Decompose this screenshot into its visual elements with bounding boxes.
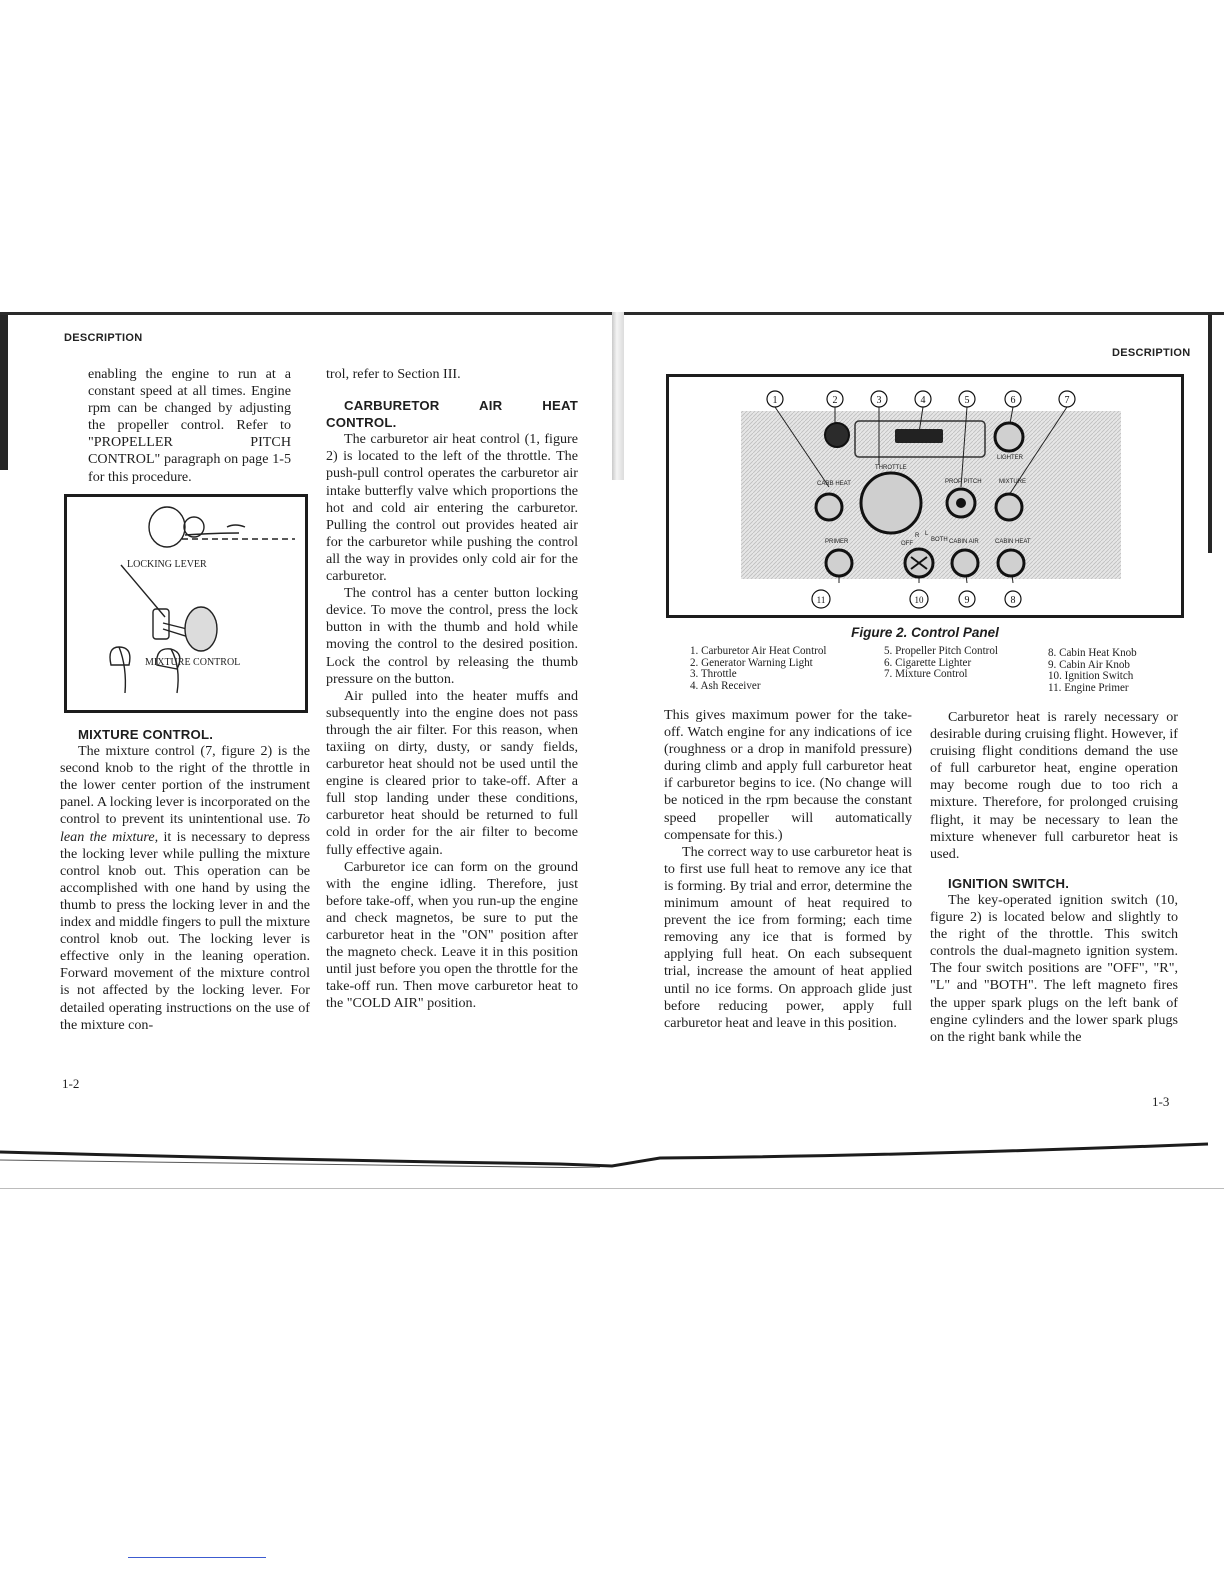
paragraph: The carburetor air heat control (1, figure 2) is located to the left of the throttle. The push-pull control operates the carburetor air intake butterfly valve which proportions the hot and cold air entering the carburetor. Pulling the control out provides heated air for the carburetor while pushing the control all the way in provides only cold air for the carburetor. — [326, 431, 578, 585]
section-heading: IGNITION SWITCH. — [948, 875, 1070, 891]
locking-lever-label: LOCKING LEVER — [127, 559, 207, 570]
page-number-right: 1-3 — [1152, 1094, 1170, 1109]
svg-text:5: 5 — [964, 395, 970, 406]
right-column-1 — [664, 707, 912, 1032]
mixture-label: MIXTURE — [999, 479, 1026, 485]
svg-text:2: 2 — [832, 395, 838, 406]
paragraph: Carburetor heat is rarely necessary or desirable during cruising flight. However, if cruising flight conditions demand the use of full carburetor heat, engine operation may become rough due to too rich a mixture. Therefore, for prolonged cruising flight, it may be necessary to lean the mixture whenever full carburetor heat is used. — [930, 709, 1178, 862]
paragraph: The correct way to use carburetor heat is to first use full heat to remove any ice that is forming. By trial and error, determine the minimum amount of heat required to prevent the ice from forming; each time removing any ice that is formed by applying full heat. On each subsequent trial, increase the amount of heat applied until no ice forms. On approach glide just before reducing power, apply full carburetor heat and leave in this position. — [664, 843, 912, 1031]
text-span: The mixture control (7, figure 2) is the second knob to the right of the throttle in the lower center portion of the instrument panel. A locking lever is incorporated on the control to prevent its unintentional use. — [60, 743, 310, 828]
callout-9 — [959, 591, 975, 607]
paragraph: Carburetor ice can form on the ground with the engine idling. Therefore, just before take-off, when you run-up the engine and check magnetos, be sure to put the carburetor heat in the "ON" position after the magneto check. Leave it in this position until just before you open the throttle for the take-off run. Then move carburetor heat to the "COLD AIR" position. — [326, 858, 578, 1012]
center-gutter — [612, 312, 624, 480]
legend-item: 11. Engine Primer — [1048, 681, 1129, 694]
ignition-r-label: R — [915, 533, 920, 539]
callout-4 — [915, 391, 931, 407]
callout-8 — [1005, 591, 1021, 607]
throttle-knob — [861, 473, 921, 533]
callout-7 — [1059, 391, 1075, 407]
stray-underline — [128, 1557, 266, 1558]
primer-knob — [826, 550, 852, 576]
legend-item: 8. Cabin Heat Knob — [1048, 647, 1137, 659]
legend-item: 1. Carburetor Air Heat Control — [690, 645, 827, 657]
svg-text:6: 6 — [1010, 395, 1016, 406]
svg-text:1: 1 — [772, 395, 778, 406]
paragraph: trol, refer to Section III. — [326, 366, 461, 382]
legend-item: 10. Ignition Switch — [1048, 670, 1134, 683]
legend-item: 5. Propeller Pitch Control — [884, 645, 999, 657]
callout-11 — [812, 590, 830, 608]
throttle-label: THROTTLE — [875, 465, 907, 471]
right-binding-edge — [1208, 315, 1212, 553]
paragraph — [60, 743, 310, 1034]
legend-item: 9. Cabin Air Knob — [1048, 658, 1130, 671]
prop-pitch-label: PROP PITCH — [945, 479, 982, 485]
legend-item: 7. Mixture Control — [884, 668, 968, 681]
generator-warning-light — [825, 423, 849, 447]
callout-10 — [910, 590, 928, 608]
paragraph: This gives maximum power for the take-off. Watch engine for any indications of ice (roughness or a drop in manifold pressure) during climb and apply full carburetor heat if carburetor begins to ice. (No change will be noticed in the rpm because the constant speed propeller will automatically compensate for this.) — [664, 707, 912, 843]
legend-item: 4. Ash Receiver — [690, 679, 761, 692]
running-head-left: DESCRIPTION — [64, 332, 143, 344]
paragraph: enabling the engine to run at a constant speed at all times. Engine rpm can be changed by adjusting the propeller control. Refer to "PROPELLER PITCH CONTROL" paragraph on page 1-5 for this procedure. — [88, 366, 291, 485]
spread-bottom-edge — [0, 1138, 1224, 1168]
svg-text:9: 9 — [964, 595, 970, 606]
callout-6 — [1005, 391, 1021, 407]
scan-bottom-rule — [0, 1188, 1224, 1189]
figure-legend-col-2 — [884, 646, 998, 681]
figure-2-caption: Figure 2. Control Panel — [851, 625, 999, 640]
left-column-1-top — [88, 366, 291, 486]
legend-item: 3. Throttle — [690, 668, 737, 681]
lighter-label: LIGHTER — [997, 455, 1024, 461]
left-binding-shadow — [0, 315, 8, 470]
svg-text:7: 7 — [1064, 395, 1070, 406]
ignition-off-label: OFF — [901, 541, 913, 547]
svg-text:10: 10 — [914, 595, 924, 605]
primer-label: PRIMER — [825, 539, 849, 545]
mixture-knob — [996, 494, 1022, 520]
callout-1 — [767, 391, 783, 407]
section-heading: CARBURETOR AIR HEAT CONTROL. — [326, 398, 578, 431]
callout-3 — [871, 391, 887, 407]
control-panel-figure — [666, 374, 1184, 618]
svg-text:3: 3 — [876, 395, 882, 406]
carb-heat-label: CARB HEAT — [817, 481, 851, 487]
cabin-heat-label: CABIN HEAT — [995, 539, 1031, 545]
mixture-control-figure — [64, 494, 308, 713]
callout-5 — [959, 391, 975, 407]
paragraph: Air pulled into the heater muffs and subsequently into the engine does not pass through the air filter. For this reason, when taxiing on dirty, dusty, or sandy fields, carburetor heat should not be used until the engine is cleared prior to take-off. After a full stop landing under these conditions, carburetor heat should be returned to full cold in order for the air filter to become fully effective again. — [326, 687, 578, 858]
left-column-2 — [326, 366, 578, 1012]
left-column-1-bottom — [60, 726, 310, 1034]
svg-text:8: 8 — [1010, 595, 1016, 606]
running-head-right: DESCRIPTION — [1112, 347, 1191, 359]
figure-legend-col-1 — [690, 646, 826, 692]
page-number-left: 1-2 — [62, 1076, 80, 1091]
ignition-l-label: L — [925, 531, 929, 537]
carb-heat-knob — [816, 494, 842, 520]
control-panel-illustration — [669, 377, 1181, 615]
paragraph: The key-operated ignition switch (10, figure 2) is located below and slightly to the right of the throttle. This switch controls the dual-magneto ignition system. The four switch positions are "OFF", "R", "L" and "BOTH". The left magneto fires the upper spark plugs on the left bank of engine cylinders and the lower spark plugs on the right bank while the — [930, 891, 1178, 1045]
callout-2 — [827, 391, 843, 407]
figure-legend-col-3 — [1048, 648, 1137, 694]
section-heading: MIXTURE CONTROL. — [78, 727, 214, 742]
legend-item: 2. Generator Warning Light — [690, 656, 813, 669]
text-span: it is necessary to depress the locking lever while pulling the mixture control knob out. This operation can be accomplished with one hand by using the thumb to press the locking lever in and the index and middle fingers to pull the mixture control knob out. The locking lever is effective only in the leaning operation. Forward movement of the mixture control is not affected by the locking lever. For detailed operating instructions on the use of the mixture con- — [60, 828, 310, 1033]
mixture-control-illustration — [67, 497, 305, 710]
cabin-heat-knob — [998, 550, 1024, 576]
cabin-air-knob — [952, 550, 978, 576]
ignition-both-label: BOTH — [931, 537, 948, 543]
svg-text:11: 11 — [816, 595, 826, 605]
cabin-air-label: CABIN AIR — [949, 539, 979, 545]
legend-item: 6. Cigarette Lighter — [884, 656, 972, 669]
paragraph: The control has a center button locking device. To move the control, press the lock button in with the thumb and hold while moving the control to the desired position. Lock the control by releasing the thumb pressure on the button. — [326, 585, 578, 687]
mixture-control-label: MIXTURE CONTROL — [145, 657, 241, 668]
svg-text:4: 4 — [920, 395, 926, 406]
italic-span: To lean the mixture, — [60, 811, 310, 845]
right-column-2 — [930, 709, 1178, 1046]
cigarette-lighter-knob — [995, 423, 1023, 451]
